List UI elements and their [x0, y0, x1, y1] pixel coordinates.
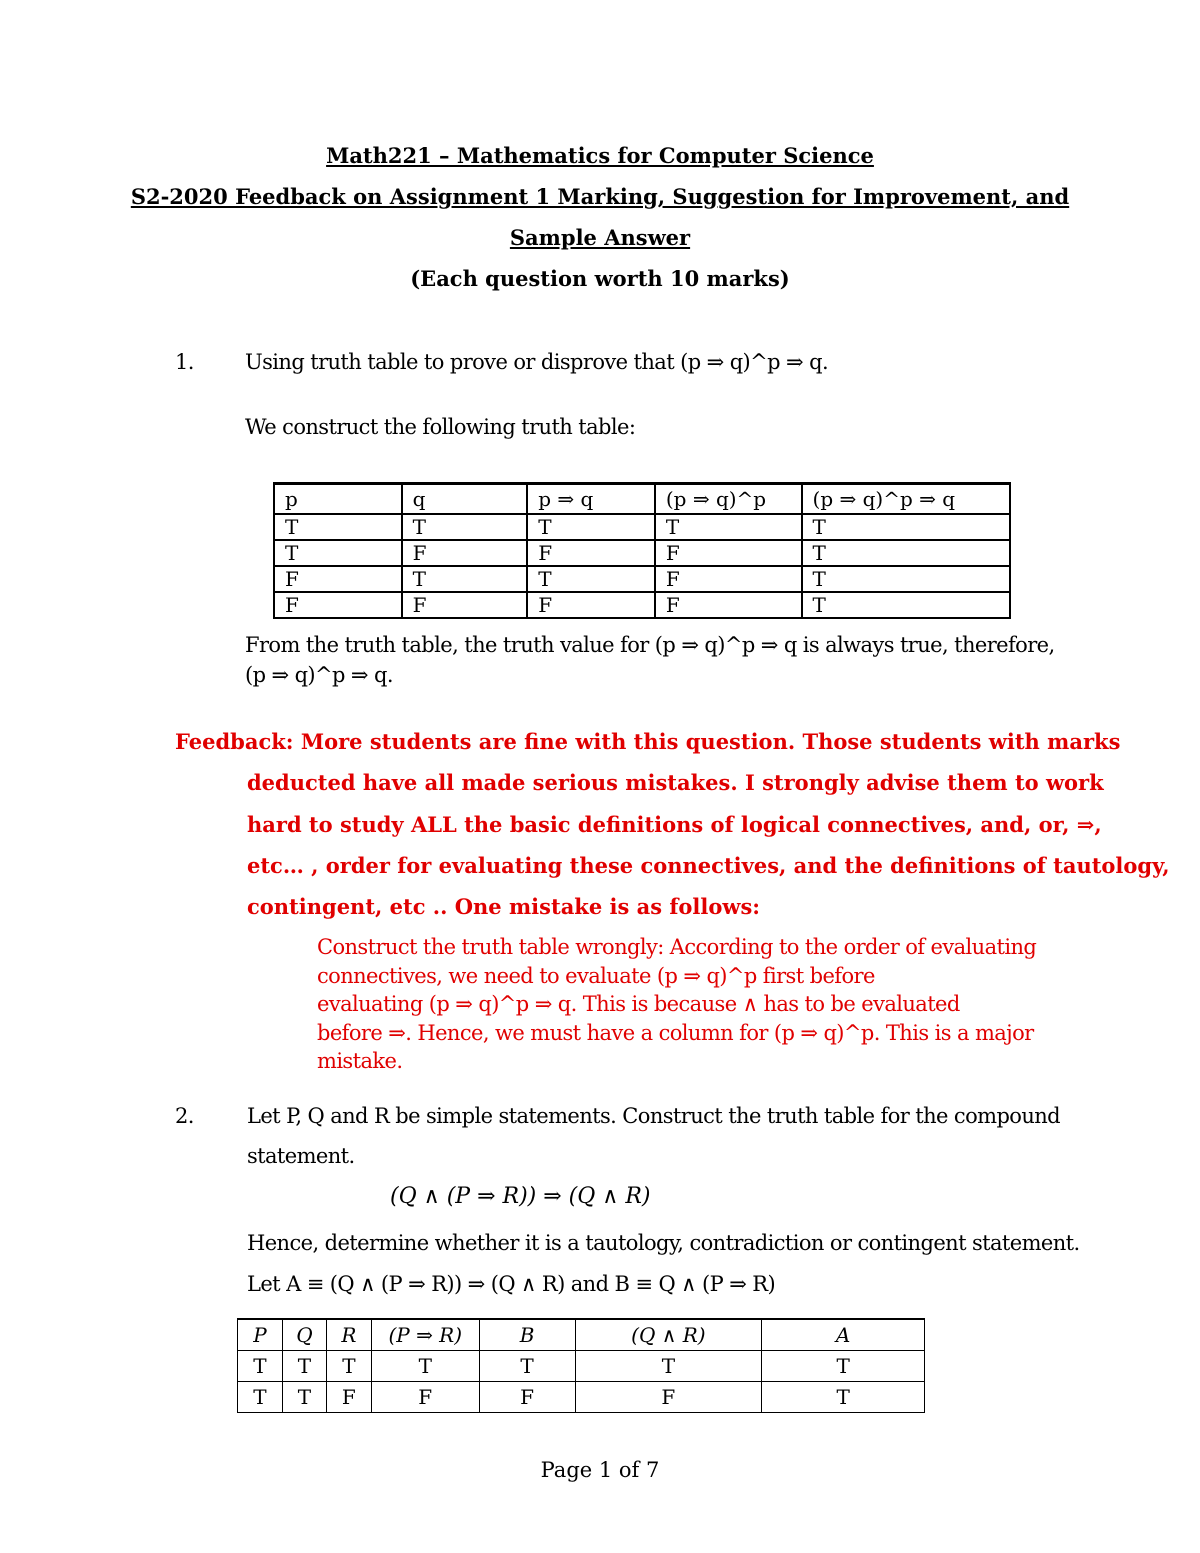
- table-cell: F: [479, 1382, 575, 1413]
- feedback-line5: contingent, etc .. One mistake is as follows:: [247, 894, 761, 919]
- table-row: [238, 1351, 925, 1382]
- table-cell: F: [274, 566, 402, 592]
- table-cell: T: [802, 514, 1010, 540]
- table-cell: T: [575, 1351, 762, 1382]
- table-header-cell: (P ⇒ R): [371, 1319, 479, 1351]
- table-cell: T: [802, 592, 1010, 618]
- table-cell: F: [274, 592, 402, 618]
- feedback-line2: deducted have all made serious mistakes. I strongly advise them to work: [247, 770, 1104, 795]
- table-cell: F: [402, 592, 528, 618]
- feedback-line4: etc… , order for evaluating these connectives, and the definitions of tautology,: [247, 853, 1170, 878]
- table-cell: T: [402, 514, 528, 540]
- table-row: [274, 566, 1010, 592]
- table-cell: F: [402, 540, 528, 566]
- table-cell: T: [326, 1351, 371, 1382]
- table-cell: T: [371, 1351, 479, 1382]
- table-cell: T: [527, 566, 655, 592]
- q2-line4: Let A ≡ (Q ∧ (P ⇒ R)) ⇒ (Q ∧ R) and B ≡ Q ∧ (P ⇒ R): [247, 1272, 776, 1296]
- q1-number: 1.: [175, 350, 194, 374]
- q1-intro: We construct the following truth table:: [245, 415, 636, 439]
- q1-truth-table: [273, 482, 1011, 619]
- q2-number: 2.: [175, 1104, 194, 1128]
- table-cell: T: [238, 1382, 283, 1413]
- table-header-cell: A: [762, 1319, 925, 1351]
- table-row: [238, 1382, 925, 1413]
- table-header-cell: (Q ∧ R): [575, 1319, 762, 1351]
- table-header-cell: B: [479, 1319, 575, 1351]
- q2-line2: statement.: [247, 1144, 355, 1168]
- q2-line1: Let P, Q and R be simple statements. Construct the truth table for the compound: [247, 1104, 1061, 1128]
- document-title: Math221 – Mathematics for Computer Science: [326, 143, 874, 168]
- q2-truth-table: [237, 1318, 925, 1413]
- table-cell: T: [762, 1351, 925, 1382]
- table-cell: F: [655, 540, 802, 566]
- note-line: mistake.: [317, 1049, 403, 1073]
- table-cell: T: [274, 540, 402, 566]
- table-header-cell: (p ⇒ q)^p ⇒ q: [802, 484, 1010, 515]
- table-cell: F: [527, 592, 655, 618]
- table-header-row: [274, 484, 1010, 515]
- q2-line3: Hence, determine whether it is a tautology, contradiction or contingent statement.: [247, 1231, 1080, 1255]
- table-header-cell: P: [238, 1319, 283, 1351]
- table-cell: T: [762, 1382, 925, 1413]
- table-cell: T: [282, 1382, 326, 1413]
- table-header-cell: p: [274, 484, 402, 515]
- table-header-cell: R: [326, 1319, 371, 1351]
- table-cell: T: [479, 1351, 575, 1382]
- table-cell: T: [802, 540, 1010, 566]
- document-subtitle-line1: S2-2020 Feedback on Assignment 1 Marking, Suggestion for Improvement, and: [130, 184, 1070, 209]
- table-cell: T: [802, 566, 1010, 592]
- table-cell: F: [371, 1382, 479, 1413]
- note-line: connectives, we need to evaluate (p ⇒ q)^p first before: [317, 963, 875, 988]
- table-row: [274, 540, 1010, 566]
- feedback-line3: hard to study ALL the basic definitions of logical connectives, and, or, ⇒,: [247, 812, 1102, 837]
- q1-question: Using truth table to prove or disprove that (p ⇒ q)^p ⇒ q.: [245, 350, 829, 374]
- table-cell: T: [402, 566, 528, 592]
- table-cell: T: [527, 514, 655, 540]
- feedback-mistake-note: [317, 933, 1036, 1076]
- table-row: [274, 514, 1010, 540]
- table-header-cell: Q: [282, 1319, 326, 1351]
- note-line: Construct the truth table wrongly: According to the order of evaluating: [317, 935, 1037, 959]
- note-line: evaluating (p ⇒ q)^p ⇒ q. This is because ∧ has to be evaluated: [317, 992, 960, 1016]
- page-number: Page 1 of 7: [540, 1458, 660, 1482]
- table-cell: F: [326, 1382, 371, 1413]
- feedback-line1: Feedback: More students are fine with this question. Those students with marks: [175, 729, 1121, 754]
- table-cell: T: [282, 1351, 326, 1382]
- table-header-cell: (p ⇒ q)^p: [655, 484, 802, 515]
- q1-conclusion-line1: From the truth table, the truth value for (p ⇒ q)^p ⇒ q is always true, therefore,: [245, 633, 1055, 657]
- table-cell: F: [527, 540, 655, 566]
- table-cell: F: [575, 1382, 762, 1413]
- table-cell: F: [655, 592, 802, 618]
- table-header-row: [238, 1319, 925, 1351]
- q2-formula: (Q ∧ (P ⇒ R)) ⇒ (Q ∧ R): [390, 1184, 651, 1209]
- table-cell: F: [655, 566, 802, 592]
- table-cell: T: [238, 1351, 283, 1382]
- table-header-cell: p ⇒ q: [527, 484, 655, 515]
- q1-conclusion-line2: (p ⇒ q)^p ⇒ q.: [245, 663, 393, 687]
- table-cell: T: [655, 514, 802, 540]
- table-header-cell: q: [402, 484, 528, 515]
- table-cell: T: [274, 514, 402, 540]
- note-line: before ⇒. Hence, we must have a column for (p ⇒ q)^p. This is a major: [317, 1020, 1034, 1045]
- document-subtitle-line2: Sample Answer: [509, 225, 691, 250]
- table-row: [274, 592, 1010, 618]
- marks-note: (Each question worth 10 marks): [410, 266, 790, 291]
